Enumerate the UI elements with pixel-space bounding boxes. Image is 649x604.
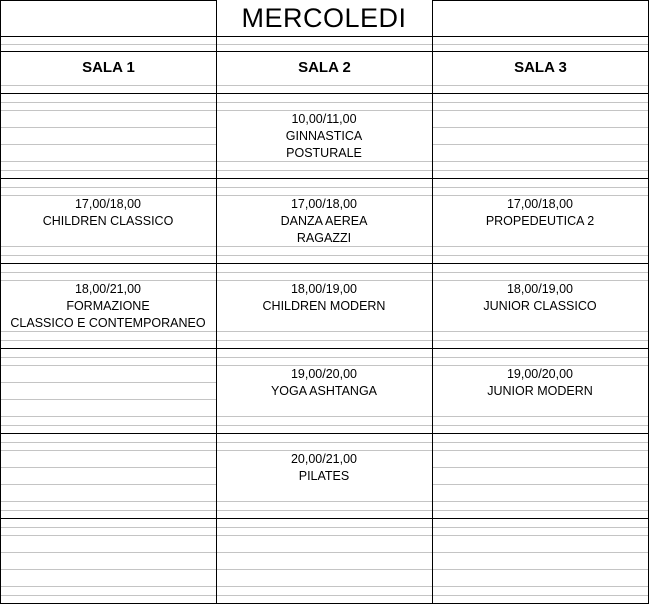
class-name: POSTURALE [216,145,432,162]
class-name: DANZA AEREA [216,213,432,230]
block-border [0,178,649,179]
grid-line [0,170,649,171]
block-border [0,348,649,349]
class-slot [216,196,432,246]
grid-line [0,510,649,511]
class-time: 17,00/18,00 [216,196,432,213]
grid-line [0,527,649,528]
grid-line [0,442,649,443]
grid-line [0,425,649,426]
class-time: 17,00/18,00 [432,196,648,213]
class-time: 17,00/18,00 [0,196,216,213]
class-time: 10,00/11,00 [216,111,432,128]
header-sala-1: SALA 1 [1,52,216,82]
class-slot [216,281,432,315]
class-name: JUNIOR MODERN [432,383,648,400]
class-name: FORMAZIONE [0,298,216,315]
class-name: GINNASTICA [216,128,432,145]
block-border [0,518,649,519]
block-border [0,433,649,434]
class-slot [216,366,432,400]
class-slot [0,196,216,230]
grid-line [0,85,649,86]
grid-line [0,595,649,596]
class-slot [216,451,432,485]
class-slot [432,281,648,315]
class-slot [216,111,432,161]
title-cell [216,0,432,36]
column-border [216,0,217,604]
class-slot [432,196,648,230]
class-name: PILATES [216,468,432,485]
block-border [0,36,649,37]
class-time: 18,00/19,00 [432,281,648,298]
class-name: CHILDREN CLASSICO [0,213,216,230]
class-name: RAGAZZI [216,230,432,247]
grid-line [0,272,649,273]
class-slot [432,366,648,400]
class-name: JUNIOR CLASSICO [432,298,648,315]
class-name: CHILDREN MODERN [216,298,432,315]
grid-line [0,569,649,570]
grid-line [0,102,649,103]
class-time: 18,00/21,00 [0,281,216,298]
grid-line [0,187,649,188]
grid-line [0,552,649,553]
grid-line [0,357,649,358]
column-border [432,0,433,604]
grid-line [0,501,649,502]
class-time: 18,00/19,00 [216,281,432,298]
column-border [0,0,1,604]
grid-line [0,255,649,256]
header-sala-3: SALA 3 [433,52,648,82]
block-border [0,93,649,94]
class-slot [0,281,216,331]
grid-line [0,586,649,587]
page-title: MERCOLEDI [241,2,407,33]
grid-line [0,44,649,45]
class-time: 20,00/21,00 [216,451,432,468]
class-name: PROPEDEUTICA 2 [432,213,648,230]
grid-line [0,340,649,341]
header-sala-2: SALA 2 [217,52,432,82]
class-time: 19,00/20,00 [216,366,432,383]
class-name: CLASSICO E CONTEMPORANEO [0,315,216,332]
grid-line [0,535,649,536]
grid-line [0,416,649,417]
block-border [0,263,649,264]
class-name: YOGA ASHTANGA [216,383,432,400]
class-time: 19,00/20,00 [432,366,648,383]
